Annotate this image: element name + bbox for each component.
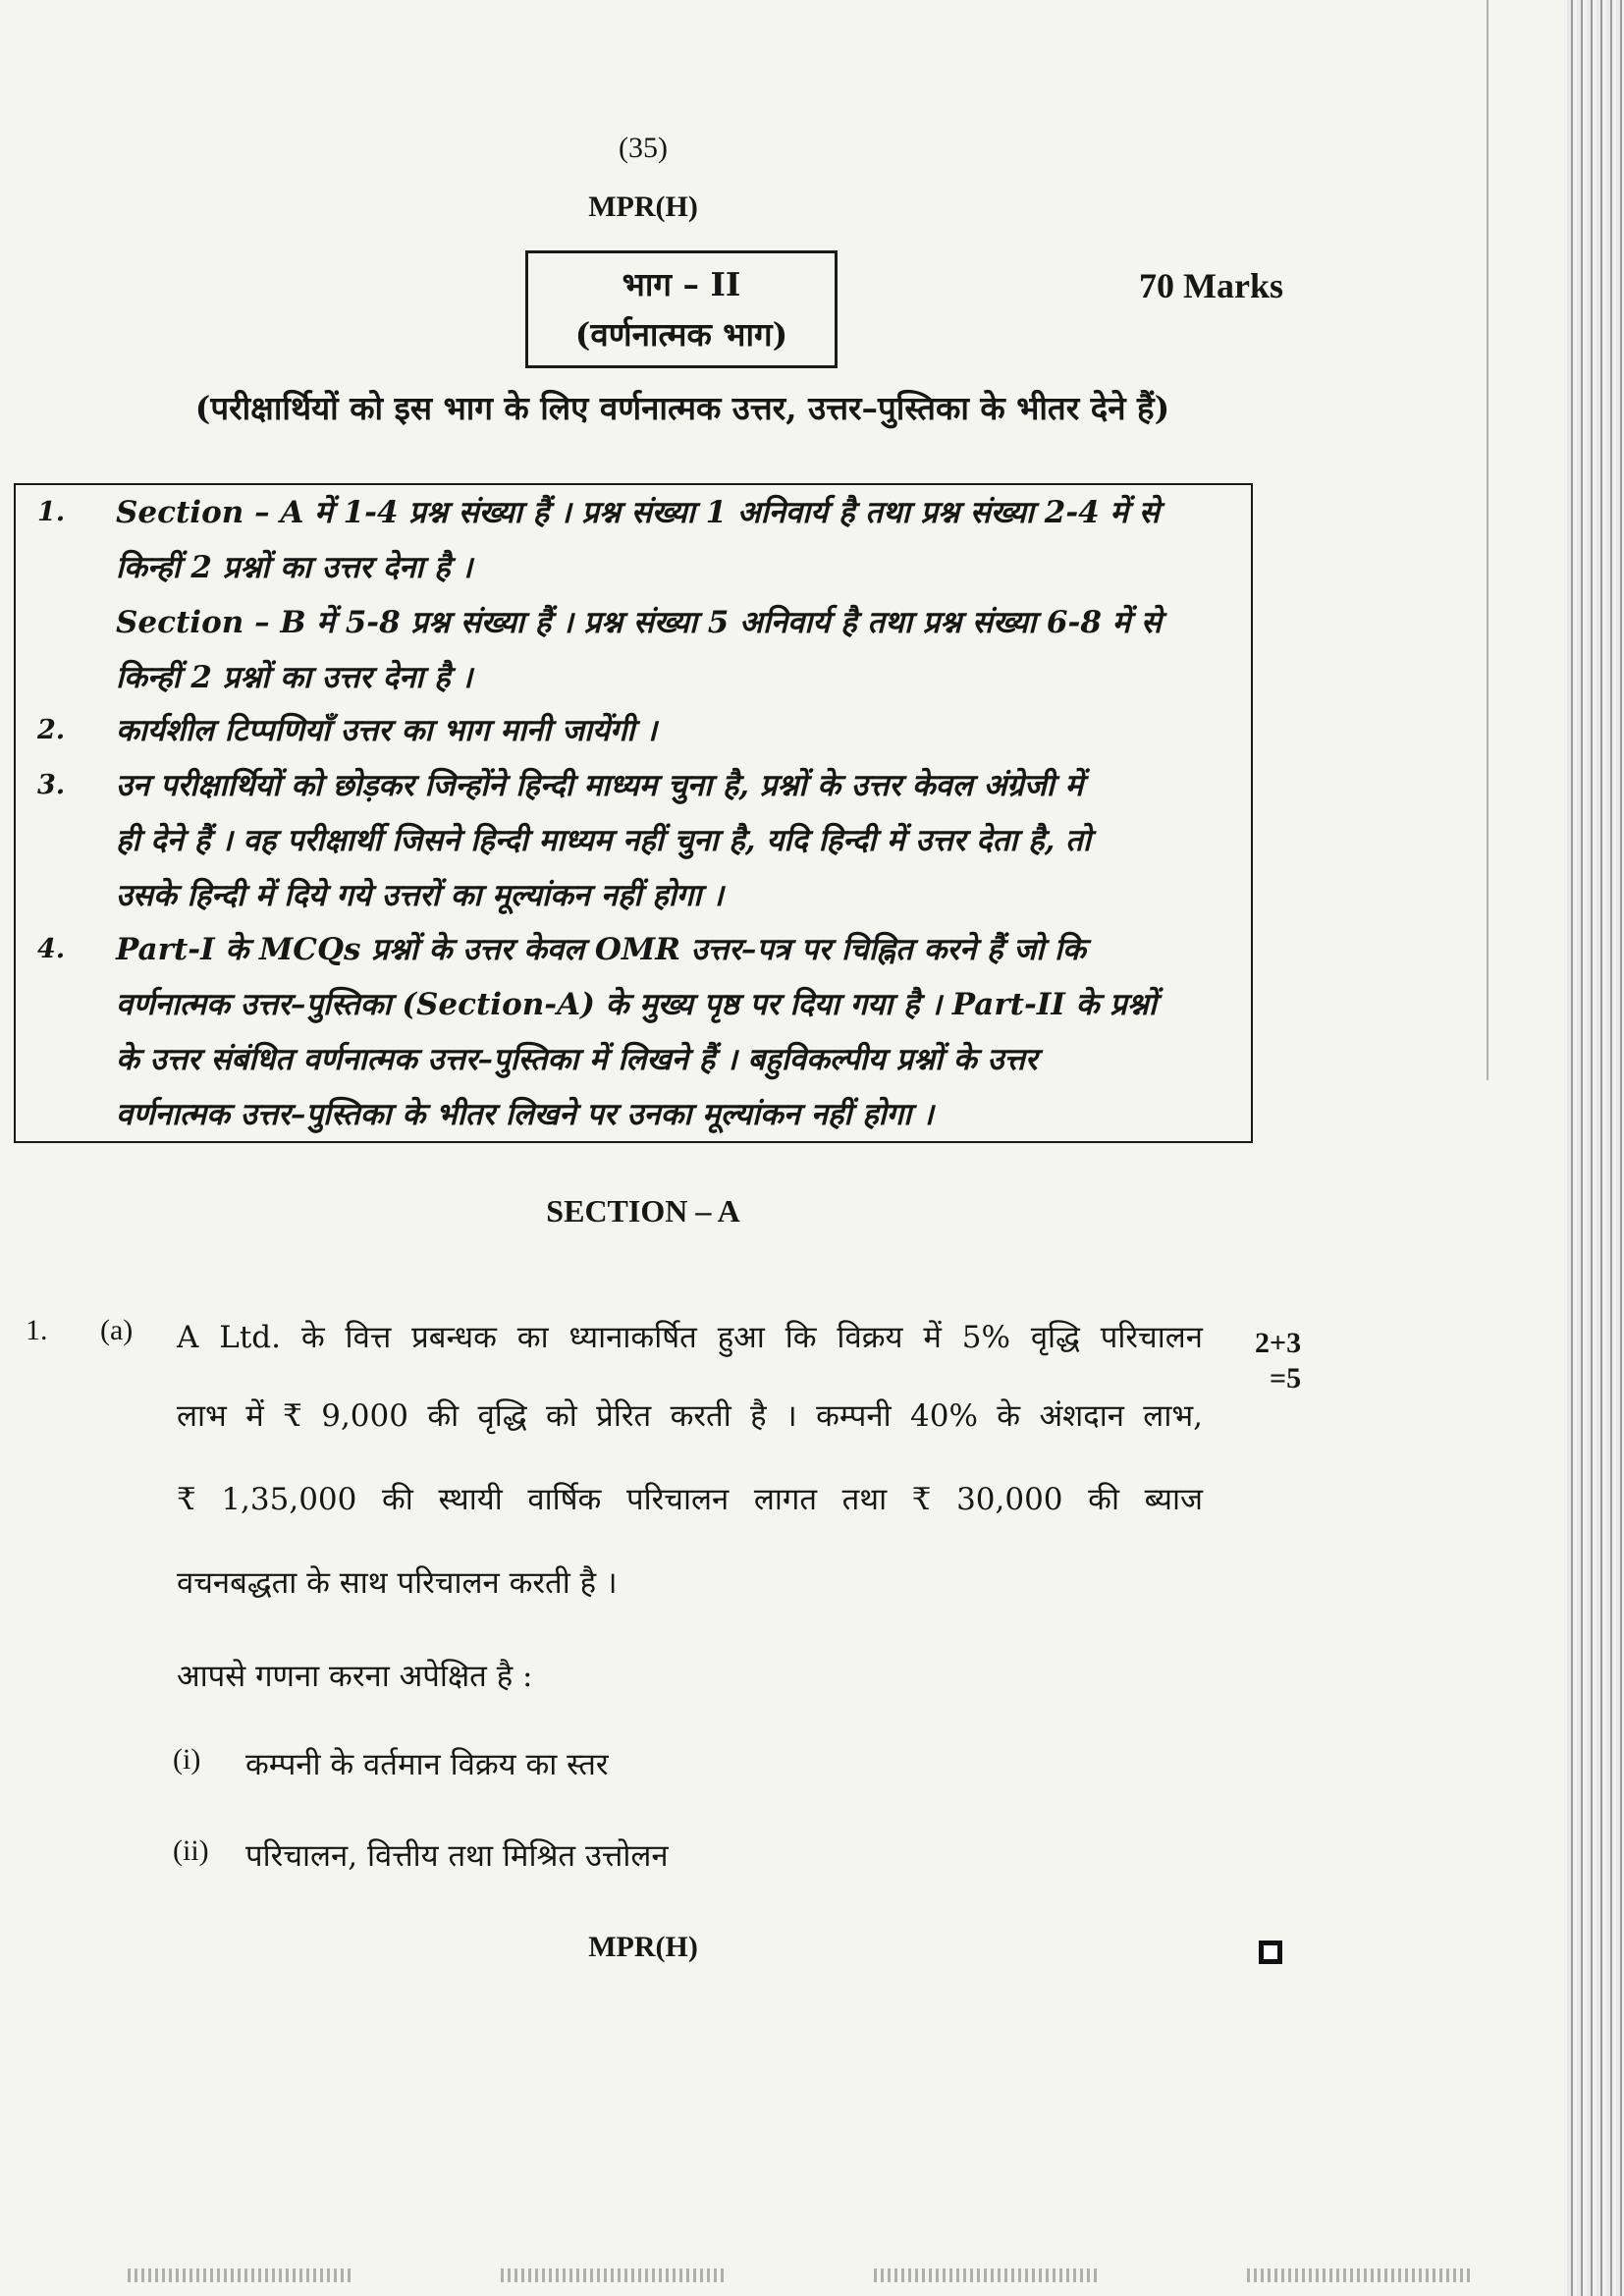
part-title: भाग – II [622,265,741,303]
instruction-line: Section – A में 1-4 प्रश्न संख्या हैं । प्रश्न संख्या 1 अनिवार्य है तथा प्रश्न संख्या 2-4 में से [116,495,1160,530]
paper-code-header: MPR(H) [588,191,698,223]
part-subtitle: (वर्णनात्मक भाग) [574,315,788,354]
square-stop-icon [1259,1941,1282,1964]
page-number: (35) [619,132,668,164]
instruction-line: ही देने हैं । वह परीक्षार्थी जिसने हिन्दी माध्यम नहीं चुना है, यदि हिन्दी में उत्तर देता है, तो [116,823,1091,858]
scan-edge-line [1487,0,1489,1080]
question-text-line: A Ltd. के वित्त प्रबन्धक का ध्यानाकर्षित हुआ कि विक्रय में 5% वृद्धि परिचालन [177,1320,1203,1355]
bottom-scribble [501,2269,727,2282]
question-number: 1. [26,1314,48,1346]
total-marks: 70 Marks [1139,266,1283,305]
intro-note: (परीक्षार्थियों को इस भाग के लिए वर्णनात्मक उत्तर, उत्तर–पुस्तिका के भीतर देने हैं) [194,389,1170,427]
question-part: (a) [100,1314,134,1346]
instruction-number: 4. [37,934,66,964]
subpart-label: (ii) [173,1834,209,1867]
instruction-line: वर्णनात्मक उत्तर–पुस्तिका (Section-A) के मुख्य पृष्ठ पर दिया गया है । Part-II के प्रश्नों [116,987,1157,1022]
question-text-line: वचनबद्धता के साथ परिचालन करती है । [177,1565,618,1601]
section-title: SECTION – A [546,1193,740,1229]
instruction-line: कार्यशील टिप्पणियाँ उत्तर का भाग मानी जायेंगी । [116,713,657,748]
subpart-text: परिचालन, वित्तीय तथा मिश्रित उत्तोलन [245,1838,669,1874]
instruction-line: किन्हीं 2 प्रश्नों का उत्तर देना है । [116,660,473,695]
instruction-number: 3. [37,770,66,800]
marks-breakdown: 2+3 [1255,1327,1302,1359]
marks-total: =5 [1270,1362,1302,1394]
instruction-number: 1. [37,497,66,527]
bottom-scribble [1247,2269,1473,2282]
instructions-box [14,483,1253,1143]
question-text-line: लाभ में ₹ 9,000 की वृद्धि को प्रेरित करती है । कम्पनी 40% के अंशदान लाभ, [177,1398,1203,1434]
instruction-line: Part-I के MCQs प्रश्नों के उत्तर केवल OMR उत्तर–पत्र पर चिह्नित करने हैं जो कि [116,932,1086,967]
subpart-text: कम्पनी के वर्तमान विक्रय का स्तर [245,1747,609,1782]
part-title-box [525,250,838,368]
instruction-line: उसके हिन्दी में दिये गये उत्तरों का मूल्यांकन नहीं होगा । [116,878,724,913]
subpart-label: (i) [173,1743,201,1776]
paper-code-footer: MPR(H) [588,1931,698,1963]
instruction-line: Section – B में 5-8 प्रश्न संख्या हैं । प्रश्न संख्या 5 अनिवार्य है तथा प्रश्न संख्या 6-8 में से [116,605,1162,640]
instruction-line: के उत्तर संबंधित वर्णनात्मक उत्तर–पुस्तिका में लिखने हैं । बहुविकल्पीय प्रश्नों के उत्तर [116,1042,1038,1077]
bottom-scribble [874,2269,1100,2282]
question-marks [1255,1326,1301,1396]
binding-edge [1567,0,1624,2296]
instruction-line: किन्हीं 2 प्रश्नों का उत्तर देना है । [116,550,473,585]
question-text-line: ₹ 1,35,000 की स्थायी वार्षिक परिचालन लागत तथा ₹ 30,000 की ब्याज [177,1482,1203,1517]
instruction-line: वर्णनात्मक उत्तर–पुस्तिका के भीतर लिखने पर उनका मूल्यांकन नहीं होगा । [116,1097,934,1132]
bottom-scribble [128,2269,353,2282]
instruction-line: उन परीक्षार्थियों को छोड़कर जिन्होंने हिन्दी माध्यम चुना है, प्रश्नों के उत्तर केवल अंग्रेजी में [116,768,1084,803]
instruction-number: 2. [37,715,66,745]
question-instruction: आपसे गणना करना अपेक्षित है : [177,1659,533,1694]
